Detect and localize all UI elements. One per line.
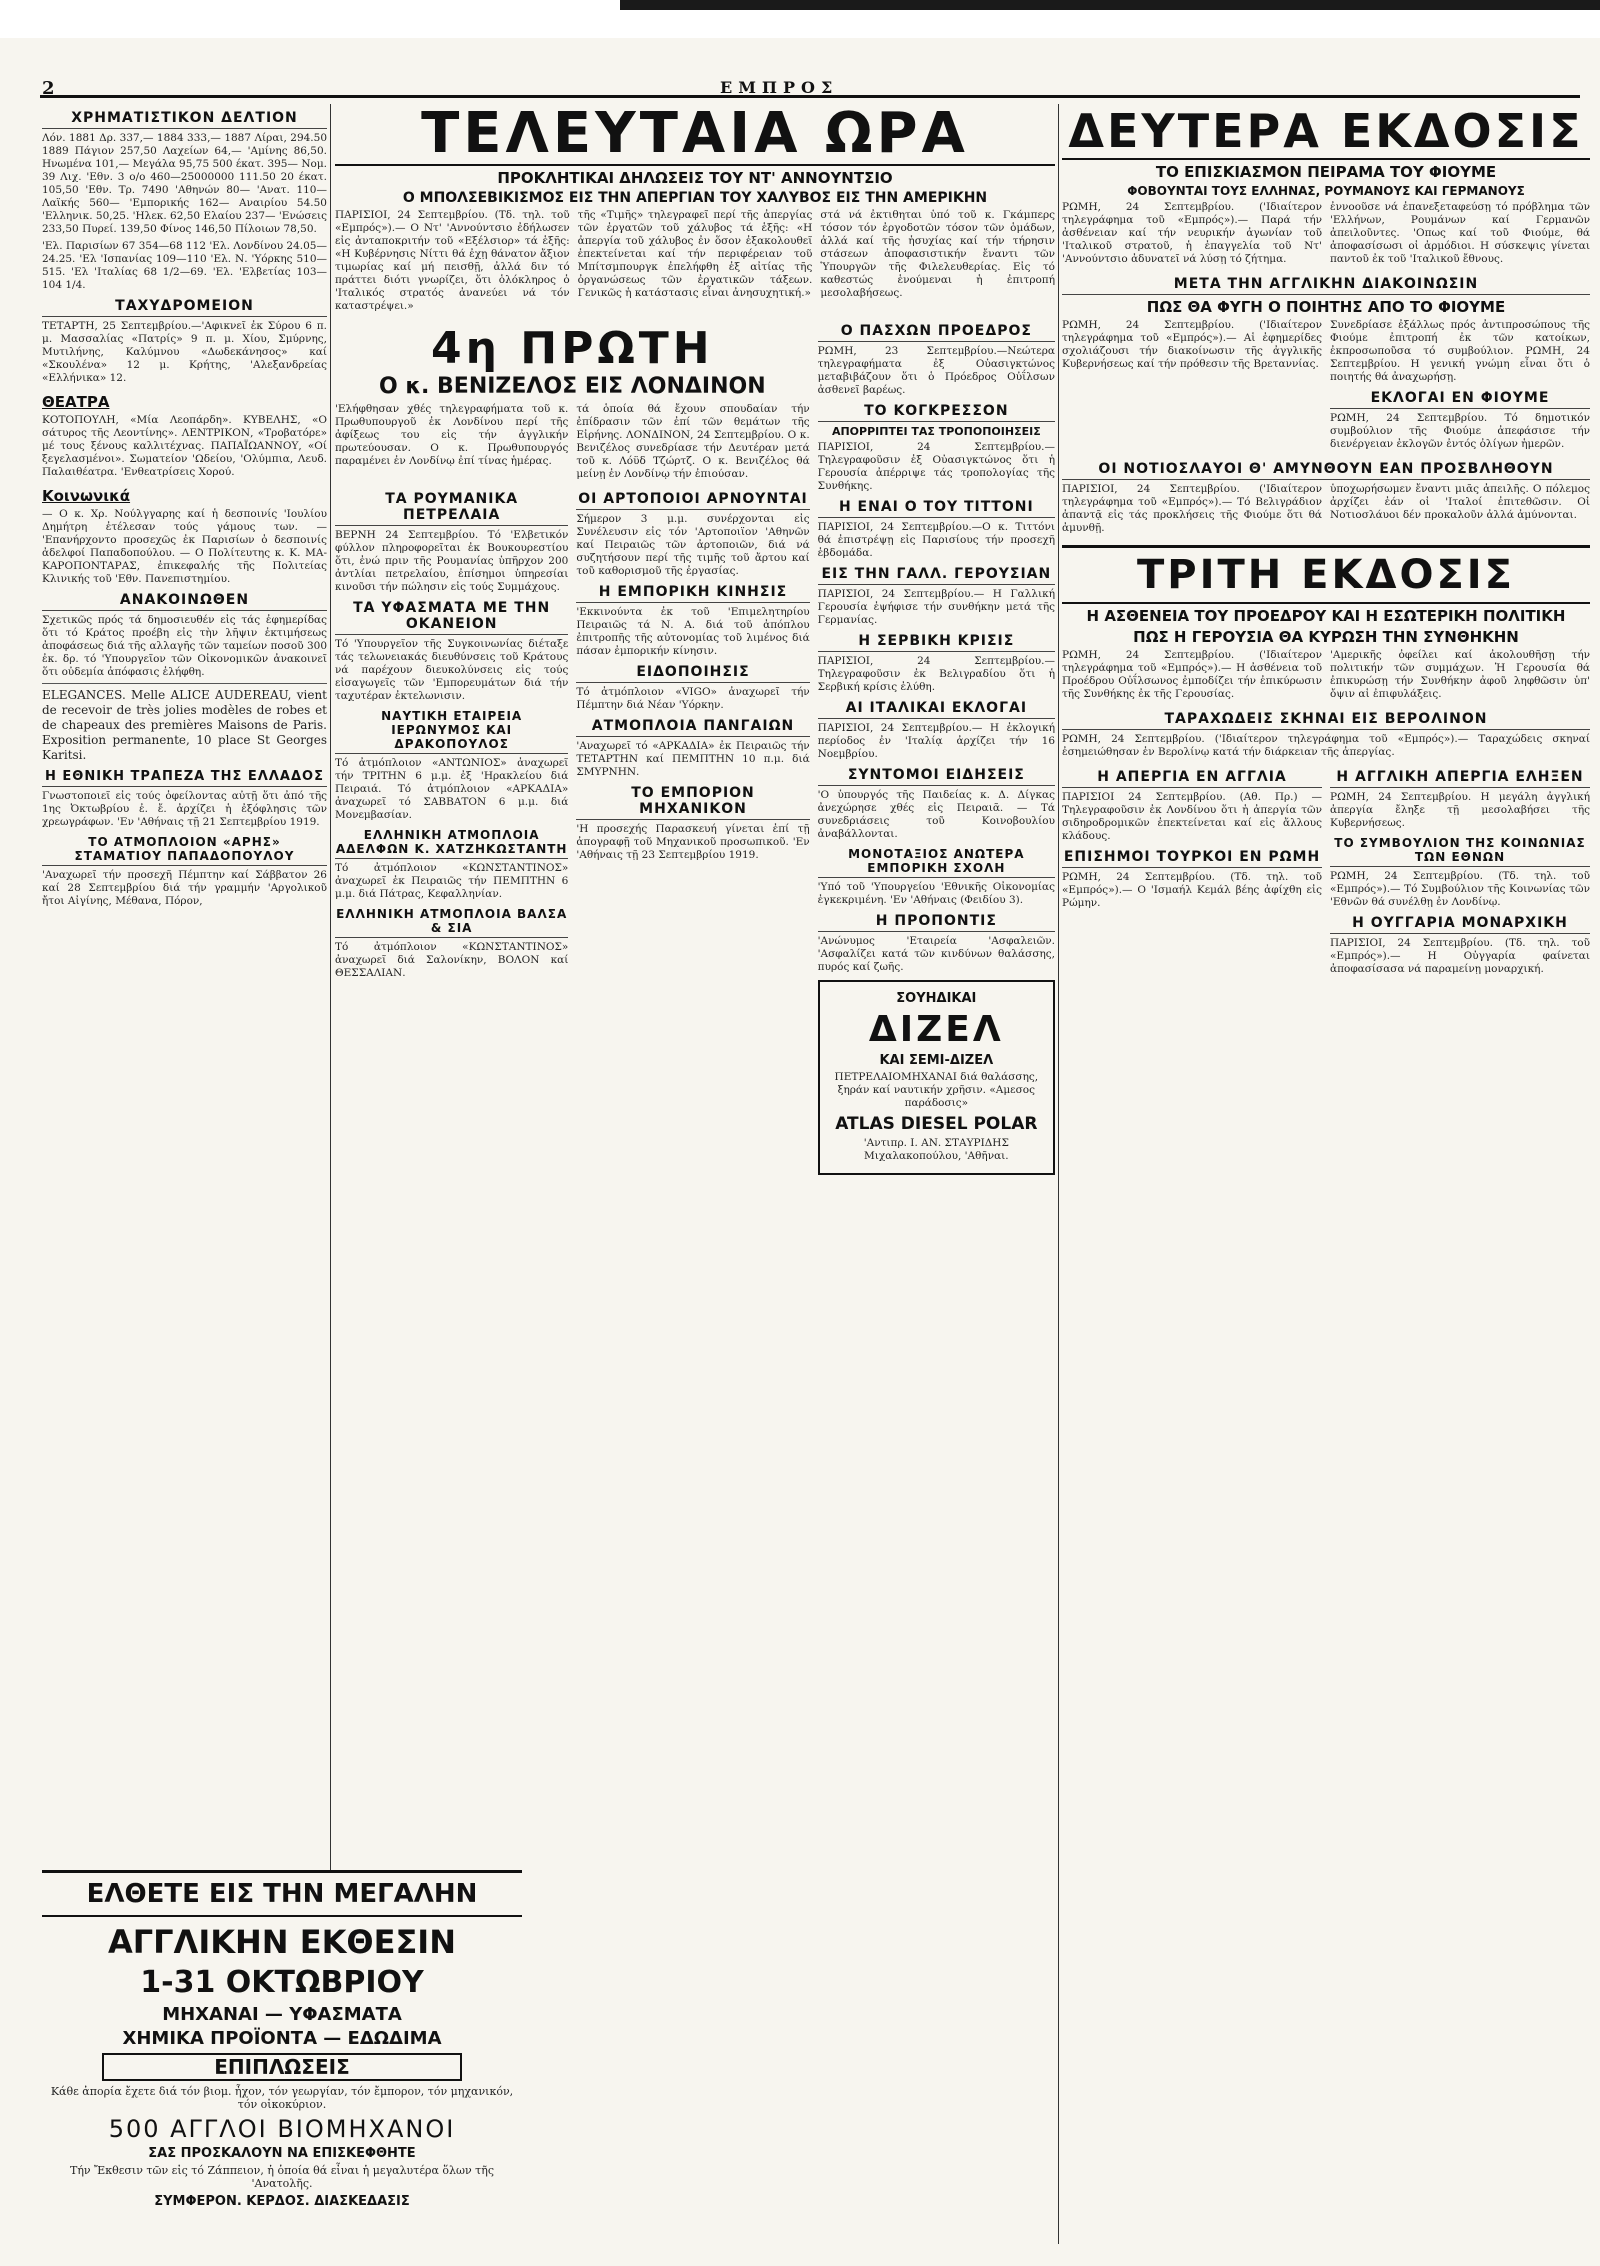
third-columns — [1062, 649, 1590, 705]
lead-text: στά νά ἐκτιθηται ὑπό τοῦ κ. Γκάμπερς τόσον τόν ἐργοδοτῶν τόσον τῶν ὁμάδων, ἀλλά καί τῆς ἡσυχίας καί τήν τήρησιν στάσεων ἀποφασιστικήν ἔναντι τῶν Ὑπουργῶν τῆς Φιλελευθερίας. Εἰς τό καθεστώς ἑνούμεναι ἡ ἐπιτροπή μεσολαβήσεως. — [820, 209, 1055, 299]
after-text: Συνεδρίασε ἐξάλλως πρός ἀντιπροσώπους τῆς Φιούμε ἐπιτροπή ἐκ τῶν κατοίκων, ἐκπροσωποῦσα τό συμβούλιον. ΡΩΜΗ, 24 Σεπτεμβρίου. Η γενική γνώμη εἶναι ὅτι ὁ ποιητής θά ἀναχωρήσῃ. — [1330, 319, 1590, 383]
exchange-text: 'Ελ. Παρισίων 67 354—68 112 'Ελ. Λονδίνου 24.05—24.25. 'Ελ 'Ισπανίας 109—110 'Ελ. Ν. 'Υόρκης 510—515. 'Ελ 'Ιταλίας 68 1/2—69. 'Ελ. 'Ελβετίας 103—104 1/4. — [42, 240, 327, 291]
england-strike-text: ΡΩΜΗ, 24 Σεπτεμβρίου. Η μεγάλη ἀγγλική ἀπεργία ἔληξε τῇ μεσολαβήσει τῆς Κυβερνήσεως. — [1330, 791, 1590, 829]
yugoslav-text: ΠΑΡΙΣΙΟΙ, 24 Σεπτεμβρίου. ('Ιδιαίτερον τηλεγράφημα τοῦ «Εμπρός»).— Τό Βελιγράδιον ἀπαντᾷ εἰς τάς προκλήσεις τῆς Φιούμε ὅτι θά ἀμυνθῇ. — [1062, 483, 1322, 534]
pangaia-heading: ΑΤΜΟΠΛΟΙΑ ΠΑΝΓΑΙΩΝ — [576, 718, 809, 737]
mid-columns — [335, 317, 1055, 1181]
turk-text: ΡΩΜΗ, 24 Σεπτεμβρίου. (Τδ. τηλ. τοῦ «Εμπρός»).— Ο 'Ισμαήλ Κεμάλ βέης ἀφίχθη εἰς Ρώμην. — [1062, 871, 1322, 909]
venizelos-columns — [335, 403, 810, 485]
expo-ad-headline: 500 ΑΓΓΛΟΙ ΒΙΟΜΗΧΑΝΟΙ — [108, 2115, 456, 2143]
post-heading: ΤΑΧΥΔΡΟΜΕΙΟΝ — [42, 298, 327, 317]
divider — [42, 683, 327, 684]
expo-ad-line: ΧΗΜΙΚΑ ΠΡΟΪΟΝΤΑ — ΕΔΩΔΙΜΑ — [122, 2028, 442, 2049]
ares-text: 'Αναχωρεῖ τήν προσεχῆ Πέμπτην καί Σάββατον 26 καί 28 Σεπτεμβρίου διά τήν γραμμήν 'Αργολικοῦ ἤτοι Αἰγίνης, Μέθανα, Πόρον, — [42, 869, 327, 907]
diesel-ad-title: ΔΙΖΕΛ — [868, 1009, 1004, 1050]
social-text: — Ο κ. Χρ. Νούλγγαρης καί ἡ δεσποινίς 'Ιουλίου Δημήτρη ἐτέλεσαν τούς γάμους των. — 'Επανήρχοντο προσεχῶς ἐκ Παρισίων ὁ δεσποινίς ἀδελφοί Παπαδοπούλου. — Ο Πολίτευτης κ. Κ. ΜΑ-ΚΑΡΟΠΟΝΤΑΡΑΣ, ἐπικεφαλής τῆς Πολιτείας Κλινικής τοῦ 'Εθν. Πανεπιστημίου. — [42, 508, 327, 585]
third-edition-title: ΤΡΙΤΗ ΕΚΔΟΣΙΣ — [1062, 545, 1590, 604]
strike-text: ΠΑΡΙΣΙΟΙ 24 Σεπτεμβρίου. (Αθ. Πρ.) — Τηλεγραφοῦσιν ἐκ Λονδίνου ὅτι ἡ ἀπεργία τῶν σιδηροδρομικῶν ἐπεκτείνεται καί εἰς ἄλλους κλάδους. — [1062, 791, 1322, 842]
hungary-heading: Η ΟΥΓΓΑΡΙΑ ΜΟΝΑΡΧΙΚΗ — [1330, 915, 1590, 934]
diesel-ad — [818, 980, 1055, 1175]
league-heading: ΤΟ ΣΥΜΒΟΥΛΙΟΝ ΤΗΣ ΚΟΙΝΩΝΙΑΣ ΤΩΝ ΕΘΝΩΝ — [1330, 836, 1590, 867]
notices-heading: ΕΙΔΟΠΟΙΗΣΙΣ — [576, 664, 809, 683]
notices-text: Τό ἀτμόπλοιον «VIGO» ἀναχωρεῖ τήν Πέμπτην διά Νέαν 'Υόρκην. — [576, 686, 810, 711]
venizelos-text: τά ὁποία θά ἔχουν σπουδαίαν τήν ἐπίδρασιν τῶν ἐπί τῶν θεμάτων τῆς Εἰρήνης. ΛΟΝΔΙΝΟΝ, 24 Σεπτεμβρίου. Ο κ. Βενιζέλος συνεδρίασε τήν Δευτέραν μετά τοῦ κ. Λόϋδ Τζώρτζ. Ο κ. Βενιζέλος θά μείνῃ ἐν Λονδίνῳ τήν ἐπιούσαν. — [576, 403, 810, 480]
bolshevism-subtitle: Ο ΜΠΟΛΣΕΒΙΚΙΣΜΟΣ ΕΙΣ ΤΗΝ ΑΠΕΡΓΙΑΝ ΤΟΥ ΧΑΛΥΒΟΣ ΕΙΣ ΤΗΝ ΑΜΕΡΙΚΗΝ — [402, 190, 988, 206]
berlin-text: ΡΩΜΗ, 24 Σεπτεμβρίου. ('Ιδιαίτερον τηλεγράφημα τοῦ «Εμπρός»).— Ταραχώδεις σκηναί ἐσημειώθησαν ἐν Βερολίνῳ κατά τήν διάρκειαν τῆς ἀπεργίας. — [1062, 733, 1590, 758]
scan-top-margin — [0, 0, 1600, 38]
social-heading: Κοινωνικά — [42, 487, 131, 505]
strike-heading: Η ΑΠΕΡΓΙΑ ΕΝ ΑΓΓΛΙΑ — [1062, 769, 1322, 788]
after-columns — [1062, 319, 1590, 455]
hungary-text: ΠΑΡΙΣΙΟΙ, 24 Σεπτεμβρίου. (Τδ. τηλ. τοῦ «Εμπρός»).— Η Οὐγγαρία φαίνεται ἀποφασίσασα νά παραμείνῃ μοναρχική. — [1330, 937, 1590, 975]
diesel-ad-sub: ΚΑΙ ΣΕΜΙ-ΔΙΖΕΛ — [879, 1053, 994, 1068]
lead-text: ΠΑΡΙΣΙΟΙ, 24 Σεπτεμβρίου. (Τδ. τηλ. τοῦ «Εμπρός»).— Ο Ντ' 'Αννούντσιο ἐδήλωσεν εἰς ἀνταποκριτήν τοῦ «Εξέλσιορ» τά ἑξῆς: «Η Κυβέρνησις Νίττι θά ἐχῃ θάνατον ἄξιον τιμωρίας καί μή πεισθῇ, ἀλλά διν τό πράττει διότι γνωρίζει, ὅτι ὁλόκληρος ὁ 'Ιταλικός στρατός ἀνανεύει νά τόν καταστρέψει.» — [335, 209, 570, 312]
last-hour-title: ΤΕΛΕΥΤΑΙΑ ΩΡΑ — [335, 104, 1055, 166]
column-rule — [1058, 104, 1059, 2244]
commerce-heading: Η ΕΜΠΟΡΙΚΗ ΚΙΝΗΣΙΣ — [576, 584, 809, 603]
oaneion-text: Τό 'Υπουργεῖον τῆς Συγκοινωνίας διέταξε τάς τελωνειακάς διευθύνσεις τοῦ Κράτους νά παρέχουν διευκολύνσεις εἰς τούς εἰσαγωγεῖς τῶν 'Εμπορευμάτων διά τήν ταχυτέραν ἐκτελωνισιν. — [335, 638, 569, 702]
venizelos-text: 'Ελήφθησαν χθές τηλεγραφήματα τοῦ κ. Πρωθυπουργοῦ ἐκ Λονδίνου περί τῆς ἀφίξεως του εἰς τήν ἀγγλικήν πρωτεύουσαν. Ο κ. Πρωθυπουργός παραμένει ἐν Λονδίνῳ ἐπί τίνας ἡμέρας. — [335, 403, 569, 467]
post-text: ΤΕΤΑΡΤΗ, 25 Σεπτεμβρίου.—'Αφικνεῖ ἐκ Σύρου 6 π. μ. Μασσαλίας «Πατρίς» 9 π. μ. Χίου, Σμύρνης, Μυτιλήνης, Καλύμνου «Δωδεκάνησος» καί «Σκουλένα» 12 μ. Κρήτης, 'Αλεξανδρείας «Ελλήνικα» 12. — [42, 320, 327, 384]
third-subtitle: ΠΩΣ Η ΓΕΡΟΥΣΙΑ ΘΑ ΚΥΡΩΣΗ ΤΗΝ ΣΥΝΘΗΚΗΝ — [1133, 628, 1519, 646]
right-column — [1062, 104, 1590, 2244]
oaneion-heading: ΤΑ ΥΦΑΣΜΑΤΑ ΜΕ ΤΗΝ ΟΚΑΝΕΙΟΝ — [335, 600, 568, 635]
yugoslav-columns — [1062, 483, 1590, 539]
engineer-heading: ΤΟ ΕΜΠΟΡΙΟΝ ΜΗΧΑΝΙΚΟΝ — [576, 785, 809, 820]
berlin-heading: ΤΑΡΑΧΩΔΕΙΣ ΣΚΗΝΑΙ ΕΙΣ ΒΕΡΟΛΙΝΟΝ — [1062, 711, 1590, 730]
propontis-text: 'Ανώνυμος 'Εταιρεία 'Ασφαλειῶν. 'Ασφαλίζει κατά τῶν κινδύνων θαλάσσης, πυρός καί ζωῆς. — [817, 935, 1055, 973]
shipping-text: Τό ἀτμόπλοιον «ΑΝΤΩΝΙΟΣ» ἀναχωρεῖ τήν ΤΡΙΤΗΝ 6 μ.μ. ἐξ 'Ηρακλείου διά Πειραιά. Τό ἀτμόπλοιον «ΑΡΚΑΔΙΑ» ἀναχωρεῖ τό ΣΑΒΒΑΤΟΝ 6 μ.μ. διά Μονεμβασίαν. — [335, 757, 569, 821]
senate-text: ΠΑΡΙΣΙΟΙ, 24 Σεπτεμβρίου.— Η Γαλλική Γερουσία ἐψήφισε τήν συνθήκην μετά τῆς Γερμανίας. — [817, 588, 1055, 626]
president-heading: Ο ΠΑΣΧΩΝ ΠΡΟΕΔΡΟΣ — [818, 323, 1055, 342]
expo-ad-blurb: Κάθε ἀπορία ἔχετε διά τόν βιομ. ἦχον, τόν γεωργίαν, τόν ἔμπορον, τόν μηχανικόν, τόν οἰκοκύριον. — [50, 2085, 514, 2111]
third-text: ΡΩΜΗ, 24 Σεπτεμβρίου. ('Ιδιαίτερον τηλεγράφημα τοῦ «Εμπρός»).— Η ἀσθένεια τοῦ Προέδρου Οὐΐλσωνος ἐμποδίζει τήν ἐπικύρωσιν τῆς Συνθήκης ἐκ τῆς Γερουσίας. — [1062, 649, 1322, 700]
expo-ad-footer: ΣΥΜΦΕΡΟΝ. ΚΕΡΔΟΣ. ΔΙΑΣΚΕΔΑΣΙΣ — [154, 2194, 410, 2209]
ares-heading: ΤΟ ΑΤΜΟΠΛΟΙΟΝ «ΑΡΗΣ» ΣΤΑΜΑΤΙΟΥ ΠΑΠΑΔΟΠΟΥΛΟΥ — [42, 835, 327, 866]
expo-ad-line: ΕΠΙΠΛΩΣΕΙΣ — [102, 2053, 462, 2081]
president-text: ΡΩΜΗ, 23 Σεπτεμβρίου.—Νεώτερα τηλεγραφήματα ἐξ Οὐασιγκτώνος μεταβιβάζουν ὅτι ὁ Πρόεδρος Οὐΐλσων ἀσθενεῖ βαρέως. — [817, 345, 1055, 396]
bank-text: Γνωστοποιεῖ εἰς τούς ὀφείλοντας αὐτῇ ὅτι ἀπό τῆς 1ης Ὀκτωβρίου ἐ. ἔ. ἀρχίζει ἡ ἐξόφλησις τῶν χρεωγράφων. 'Εν 'Αθήναις τῇ 21 Σεπτεμβρίου 1919. — [42, 790, 327, 828]
theatres-text: ΚΟΤΟΠΟΥΛΗ, «Μία Λεοπάρδη». ΚΥΒΕΛΗΣ, «Ο σάτυρος τῆς Λεοντίνης». ΛΕΝΤΡΙΚΟΝ, «Τροβατόρε» μέ τους ξένους καλλιτέχνας. ΠΑΠΑΪΩΑΝΝΟΥ, «Οί ξεγελασμένοι». Σωματείον 'Ωδείου, 'Ολύμπια, Λευδ. Παλαιθέατρα. 'Ενθεατρίσεις Χορού. — [42, 414, 327, 478]
league-text: ΡΩΜΗ, 24 Σεπτεμβρίου. (Τδ. τηλ. τοῦ «Εμπρός»).— Τό Συμβούλιον τῆς Κοινωνίας τῶν 'Εθνῶν θά συνέλθῃ ἐν Λονδίνῳ. — [1330, 870, 1590, 908]
tittoni-text: ΠΑΡΙΣΙΟΙ, 24 Σεπτεμβρίου.—Ο κ. Τιττόνι θά ἐπιστρέψῃ εἰς Παρισίους τήν προσεχῆ ἑβδομάδα. — [817, 521, 1055, 559]
italy-text: ΠΑΡΙΣΙΟΙ, 24 Σεπτεμβρίου.— Η ἐκλογική περίοδος ἐν 'Ιταλίᾳ ἀρχίζει τήν 16 Νοεμβρίου. — [817, 722, 1055, 760]
bottom-columns — [1062, 763, 1590, 980]
brief-text: 'Ο ὑπουργός τῆς Παιδείας κ. Δ. Δίγκας ἀνεχώρησε χθές εἰς Πειραιᾶ. — Τά συνεδριάσεις τοῦ Κοινοβουλίου ἀναβάλλονται. — [817, 789, 1055, 840]
yugoslav-text: ὑποχωρήσωμεν ἔναντι μιᾶς ἀπειλῆς. Ο πόλεμος ἀρχίζει ἐάν οἱ 'Ιταλοί ἐπιτεθῶσιν. Οἱ Νοτιοσλάυοι δέν προκαλοῦν ἀλλά ἀμύνονται. — [1330, 483, 1590, 521]
serbia-text: ΠΑΡΙΣΙΟΙ, 24 Σεπτεμβρίου.— Τηλεγραφοῦσιν ἐκ Βελιγραδίου ὅτι ἡ Σερβική κρίσις ἐλύθη. — [817, 655, 1055, 693]
propontis-heading: Η ΠΡΟΠΟΝΤΙΣ — [818, 913, 1055, 932]
fiume-columns — [1062, 201, 1590, 270]
lead-text: τῆς «Τιμῆς» τηλεγραφεῖ περί τῆς ἀπεργίας τῶν ἐργατῶν τοῦ χάλυβος τά ἑξῆς: «Η ἀπεργία τοῦ χάλυβος ἐν ὅσον ἐξακολουθεῖ ἐπεκτείνεται καί τήν περιφέρειαν τοῦ Μπίτσμπουργκ ἐπελήφθη ἐξ αἰτίας τῆς ὀργανώσεως τῶν ἐργατικῶν τάξεων. Γενικῶς ἡ κατάστασις εἶναι ἀνησυχητική.» — [577, 209, 813, 299]
expo-ad-title: ΑΓΓΛΙΚΗΝ ΕΚΘΕΣΙΝ — [108, 1923, 456, 1961]
expo-ad-dates: 1-31 ΟΚΤΩΒΡΙΟΥ — [140, 1965, 424, 2000]
expo-ad-line: ΕΛΘΕΤΕ ΕΙΣ ΤΗΝ ΜΕΓΑΛΗΝ — [86, 1879, 478, 1909]
serbia-heading: Η ΣΕΡΒΙΚΗ ΚΡΙΣΙΣ — [818, 633, 1055, 652]
fiume-subtitle: ΦΟΒΟΥΝΤΑΙ ΤΟΥΣ ΕΛΛΗΝΑΣ, ΡΟΥΜΑΝΟΥΣ ΚΑΙ ΓΕΡΜΑΝΟΥΣ — [1127, 184, 1525, 198]
vlasi-heading: ΕΛΛΗΝΙΚΗ ΑΤΜΟΠΛΟΙΑ ΒΑΛΣΑ & ΣΙΑ — [335, 907, 568, 938]
lead-columns — [335, 209, 1055, 317]
petrol-heading: ΤΑ ΡΟΥΜΑΝΙΚΑ ΠΕΤΡΕΛΑΙΑ — [335, 491, 568, 526]
bank-heading: Η ΕΘΝΙΚΗ ΤΡΑΠΕΖΑ ΤΗΣ ΕΛΛΑΔΟΣ — [42, 769, 327, 787]
elections-text: ΡΩΜΗ, 24 Σεπτεμβρίου. Τό δημοτικόν συμβούλιον τῆς Φιούμε ἀπεφάσισε τήν διενέργειαν ἐκλογῶν ἐντός ὀλίγων ἡμερῶν. — [1330, 412, 1590, 450]
atlas-title: ATLAS DIESEL POLAR — [835, 1114, 1038, 1134]
dannunzio-subtitle: ΠΡΟΚΛΗΤΙΚΑΙ ΔΗΛΩΣΕΙΣ ΤΟΥ ΝΤ' ΑΝΝΟΥΝΤΣΙΟ — [497, 169, 893, 187]
after-subheading: ΠΩΣ ΘΑ ΦΥΓΗ Ο ΠΟΙΗΤΗΣ ΑΠΟ ΤΟ ΦΙΟΥΜΕ — [1146, 298, 1506, 316]
masthead-title: ΕΜΠΡΟΣ — [720, 78, 839, 97]
second-edition-title: ΔΕΥΤΕΡΑ ΕΚΔΟΣΙΣ — [1062, 104, 1590, 160]
yugoslav-heading: ΟΙ ΝΟΤΙΟΣΛΑΥΟΙ Θ' ΑΜΥΝΘΟΥΝ ΕΑΝ ΠΡΟΣΒΛΗΘΟΥΝ — [1062, 461, 1590, 480]
fiume-text: ἐννοοῦσε νά ἐπανεξεταφεύσῃ τό πρόβλημα τῶν 'Ελλήνων, Ρουμάνων καί Γερμανῶν ἀπειλοῦντες. 'Οπως καί τοῦ Φιούμε, θά ἀποφασίσωσι οἱ ἀρμόδιοι. Η σύσκεψις γίνεται παντοῦ ἐκ τοῦ 'Ιταλικοῦ ἔθνους. — [1330, 201, 1590, 265]
expo-ad-line: ΜΗΧΑΝΑΙ — ΥΦΑΣΜΑΤΑ — [162, 2004, 402, 2025]
chatzi-text: Τό ἀτμόπλοιον «ΚΩΝΣΤΑΝΤΙΝΟΣ» ἀναχωρεῖ ἐκ Πειραιῶς τήν ΠΕΜΠΤΗΝ 6 μ.μ. διά Πάτρας, Κεφαλληνίαν. — [335, 862, 569, 900]
after-heading: ΜΕΤΑ ΤΗΝ ΑΓΓΛΙΚΗΝ ΔΙΑΚΟΙΝΩΣΙΝ — [1062, 276, 1590, 295]
fiume-subtitle: ΤΟ ΕΠΙΣΚΙΑΣΜΟΝ ΠΕΙΡΑΜΑ ΤΟΥ ΦΙΟΥΜΕ — [1155, 163, 1497, 181]
theatres-heading: ΘΕΑΤΡΑ — [42, 393, 110, 411]
scan-ink-bar — [620, 0, 1600, 10]
congress-subheading: ΑΠΟΡΡΙΠΤΕΙ ΤΑΣ ΤΡΟΠΟΠΟΙΗΣΕΙΣ — [831, 425, 1041, 438]
england-strike-heading: Η ΑΓΓΛΙΚΗ ΑΠΕΡΓΙΑ ΕΛΗΞΕΝ — [1330, 769, 1590, 788]
fiume-text: ΡΩΜΗ, 24 Σεπτεμβρίου. ('Ιδιαίτερον τηλεγράφημα τοῦ «Εμπρός»).— Παρά τήν ἀσθένειαν καί τήν νευρικήν ἀγωνίαν τοῦ 'Ιταλικοῦ στρατοῦ, ἡ ἐπαγγελία τοῦ Ντ' 'Αννούντσιο ἀδυνατεῖ νά λύσῃ τό ζήτημα. — [1062, 201, 1322, 265]
expo-ad-blurb: Τήν Ἔκθεσιν τῶν εἰς τό Ζάππειον, ἡ ὁποία θά εἶναι ἡ μεγαλυτέρα ὅλων τῆς 'Ανατολῆς. — [70, 2164, 494, 2190]
congress-heading: ΤΟ ΚΟΓΚΡΕΣΣΟΝ — [818, 403, 1055, 422]
chatzi-heading: ΕΛΛΗΝΙΚΗ ΑΤΜΟΠΛΟΙΑ ΑΔΕΛΦΩΝ Κ. ΧΑΤΖΗΚΩΣΤΑΝΤΗ — [335, 828, 568, 859]
diesel-ad-sub: ΣΟΥΗΔΙΚΑΙ — [896, 991, 977, 1006]
divider — [42, 1915, 522, 1917]
brief-heading: ΣΥΝΤΟΜΟΙ ΕΙΔΗΣΕΙΣ — [818, 767, 1055, 786]
italy-heading: ΑΙ ΙΤΑΛΙΚΑΙ ΕΚΛΟΓΑΙ — [818, 700, 1055, 719]
announcement-heading: ΑΝΑΚΟΙΝΩΘΕΝ — [42, 592, 327, 611]
diesel-ad-text: ΠΕΤΡΕΛΑΙΟΜΗΧΑΝΑΙ διά θαλάσσης, ξηράν καί ναυτικήν χρῆσιν. «Αμεσος παράδοσις» — [834, 1071, 1039, 1109]
commerce-text: 'Εκκινούντα ἐκ τοῦ 'Επιμελητηρίου Πειραιῶς τά Ν. Α. διά τοῦ ἀπόπλου ἐπιτροπῆς τῆς αὐτονομίας τοῦ λιμένος διά πάσαν ἐμπορικήν κίνησιν. — [576, 606, 810, 657]
exchange-heading: ΧΡΗΜΑΤΙΣΤΙΚΟΝ ΔΕΛΤΙΟΝ — [42, 110, 327, 129]
venizelos-headline: Ο κ. ΒΕΝΙΖΕΛΟΣ ΕΙΣ ΛΟΝΔΙΝΟΝ — [379, 374, 766, 399]
sub-columns — [335, 485, 810, 984]
masthead-rule — [40, 82, 1580, 98]
atlas-text: 'Αντιπρ. Ι. ΑΝ. ΣΤΑΥΡΙΔΗΣ Μιχαλακοπούλου, 'Αθῆναι. — [863, 1137, 1009, 1162]
engineer-text: 'Η προσεχής Παρασκευή γίνεται ἐπί τῇ ἀπογραφῇ τοῦ Μηχανικοῦ προσωπικοῦ. 'Εν 'Αθήναις τῇ 23 Σεπτεμβρίου 1919. — [576, 823, 810, 861]
exchange-text: Λόν. 1881 Δρ. 337,— 1884 333,— 1887 Λίραι, 294.50 1889 Πάγιον 257,50 Λαχείων 64,— 'Αμίνης 86,50. Ηνωμένα 101,— Μεγάλα 95,75 500 έκατ. 395— Νομ. 39 Λιχ. 'Εθν. 3 ο/ο 460—25000000 111.50 20 έκατ. 105,50 'Εθν. Τρ. 7490 'Αθηνών 80— 'Ανατ. 110— Λαϊκής 560— 'Εμπορικής 162— Αναιρίου 54.50 'Ελληνικ. 50,25. 'Ηλεκ. 62,50 Ελαίου 237— 'Ενώσεις 233,50 Πυρεί. 139,50 Φίνος 146,50 Πίλοιων 78,50. — [42, 132, 327, 235]
congress-text: ΠΑΡΙΣΙΟΙ, 24 Σεπτεμβρίου.—Τηλεγραφοῦσιν ἐξ Οὐασιγκτώνος ὅτι ἡ Γερουσία ἀπέρριψε τάς τροπολογίας τῆς Συνθήκης. — [817, 441, 1055, 492]
turk-heading: ΕΠΙΣΗΜΟΙ ΤΟΥΡΚΟΙ ΕΝ ΡΩΜΗ — [1062, 849, 1322, 868]
announcement-text: Σχετικῶς πρός τά δημοσιευθέν εἰς τάς ἐφημερίδας ὅτι τό Κράτος προέβη εἰς τὴν λῆψιν ἐκτιμήσεως ἀποφάσεως διά τῆς αλλαγῆς τῶν ταμείων ποσοῦ 300 ἐκ. δρ. τό 'Υπουργεῖον τῶν Οἰκονομικῶν ἀνακοινεῖ ὅτι οὐδεμία ἀπόφασις ἐλήφθη. — [42, 614, 327, 678]
expo-ad — [42, 1870, 522, 2250]
bakers-heading: ΟΙ ΑΡΤΟΠΟΙΟΙ ΑΡΝΟΥΝΤΑΙ — [576, 491, 809, 510]
bakers-text: Σήμερον 3 μ.μ. συνέρχονται εἰς Συνέλευσιν εἰς τόν 'Αρτοποιϊον 'Αθηνῶν καί Πειραιῶς τῶν ἀρτοποιῶν, διά νά συζητήσουν περί τῆς τιμῆς τοῦ ἄρτου καί τοῦ καθορισμοῦ τῆς ἐργασίας. — [576, 513, 810, 577]
school-heading: ΜΟΝΟΤΑΞΙΟΣ ΑΝΩΤΕΡΑ ΕΜΠΟΡΙΚΗ ΣΧΟΛΗ — [818, 847, 1055, 878]
fourth-edition-title: 4η ΠΡΩΤΗ — [431, 323, 714, 374]
tittoni-heading: Η ΕΝΑΙ Ο ΤΟΥ ΤΙΤΤΟΝΙ — [818, 499, 1055, 518]
elections-heading: ΕΚΛΟΓΑΙ ΕΝ ΦΙΟΥΜΕ — [1330, 390, 1590, 409]
vlasi-text: Τό ἀτμόπλοιον «ΚΩΝΣΤΑΝΤΙΝΟΣ» ἀναχωρεῖ διά Σαλονίκην, ΒΟΛΟΝ καί ΘΕΣΣΑΛΙΑΝ. — [335, 941, 569, 979]
third-subtitle: Η ΑΣΘΕΝΕΙΑ ΤΟΥ ΠΡΟΕΔΡΟΥ ΚΑΙ Η ΕΣΩΤΕΡΙΚΗ ΠΟΛΙΤΙΚΗ — [1086, 607, 1566, 625]
shipping-heading: ΝΑΥΤΙΚΗ ΕΤΑΙΡΕΙΑ ΙΕΡΩΝΥΜΟΣ ΚΑΙ ΔΡΑΚΟΠΟΥΛΟΣ — [335, 709, 568, 754]
third-text: 'Αμερικῆς ὀφείλει καί ἀκολουθῆσῃ τήν πολιτικήν τῶν συμμάχων. Ἡ Γερουσία θά ἐπικυρώσῃ τήν Συνθήκην ἀφοῦ ληφθῶσιν ὑπ' ὄψιν αἱ ἐπιφυλάξεις. — [1330, 649, 1590, 700]
pangaia-text: 'Αναχωρεῖ τό «ΑΡΚΑΔΙΑ» ἐκ Πειραιῶς τήν ΤΕΤΑΡΤΗΝ καί ΠΕΜΠΤΗΝ 10 π.μ. διά ΣΜΥΡΝΗΝ. — [576, 740, 810, 778]
after-text: ΡΩΜΗ, 24 Σεπτεμβρίου. ('Ιδιαίτερον τηλεγράφημα τοῦ «Εμπρός»).— Αἱ ἐφημερίδες σχολιάζουσι τήν διακοίνωσιν τῆς ἀγγλικῆς Κυβερνήσεως καί τήν πρόθεσιν τῆς Βρεταννίας. — [1062, 319, 1322, 370]
petrol-text: ΒΕΡΝΗ 24 Σεπτεμβρίου. Τό 'Ελβετικόν φύλλον πληροφορεῖται ἐκ Βουκουρεστίου ὅτι, ἐνώ πριν τῆς Ρουμανίας ὑπῆρχον 200 ἀντλίαι πετρελαίου, ἐπίσημοι ὑπηρεσίαι κινοῦσι τήν πώλησιν εἰς τούς Συμμάχους. — [335, 529, 569, 593]
senate-heading: ΕΙΣ ΤΗΝ ΓΑΛΛ. ΓΕΡΟΥΣΙΑΝ — [818, 566, 1055, 585]
elegances-ad: ELEGANCES. Melle ALICE AUDEREAU, vient de recevoir de très jolies modèles de robes et de chapeaux des premières Maisons de Paris. Exposition permanente, 10 place St Georges Karitsi. — [42, 688, 327, 762]
page-number: 2 — [42, 78, 55, 99]
school-text: 'Υπό τοῦ 'Υπουργείου 'Εθνικῆς Οἰκονομίας ἐγκεκριμένη. 'Εν 'Αθήναις (Φειδίου 3). — [817, 881, 1055, 906]
expo-ad-line: ΣΑΣ ΠΡΟΣΚΑΛΟΥΝ ΝΑ ΕΠΙΣΚΕΦΘΗΤΕ — [148, 2146, 416, 2161]
